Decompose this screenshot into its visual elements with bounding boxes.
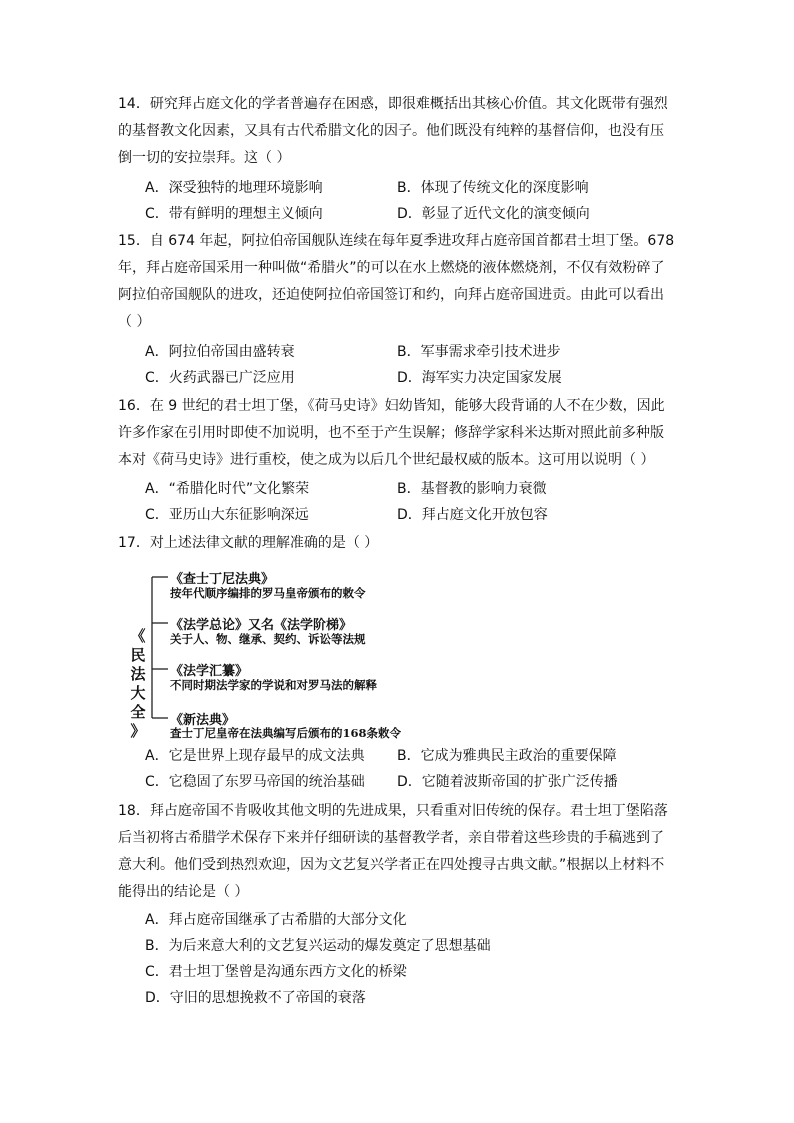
- option-b[interactable]: B．它成为雅典民主政治的重要保障: [397, 748, 617, 764]
- root-char: 法: [130, 665, 146, 683]
- option-b[interactable]: B．体现了传统文化的深度影响: [397, 180, 589, 196]
- option-d[interactable]: D．海军实力决定国家发展: [397, 370, 562, 386]
- question-14-options: [145, 175, 705, 227]
- branch-title: 《查士丁尼法典》: [170, 572, 275, 587]
- option-c[interactable]: C．亚历山大东征影响深远: [145, 507, 309, 523]
- option-a[interactable]: A．深受独特的地理环境影响: [145, 180, 323, 196]
- question-15-line: 年，拜占庭帝国采用一种叫做“希腊火”的可以在水上燃烧的液体燃烧剂，不仅有效粉碎了: [118, 260, 665, 276]
- question-17-options: [145, 743, 705, 795]
- question-16: [118, 393, 678, 474]
- question-17: [118, 530, 678, 557]
- question-14-line: 的基督教文化因素，又具有古代希腊文化的因子。他们既没有纯粹的基督信仰，也没有压: [118, 123, 664, 139]
- option-a[interactable]: A．“希腊化时代”文化繁荣: [145, 481, 310, 497]
- question-17-line: 17．对上述法律文献的理解准确的是（ ）: [118, 535, 379, 551]
- question-15-line: 15．自 674 年起，阿拉伯帝国舰队连续在每年夏季进攻拜占庭帝国首都君士坦丁堡。678: [118, 233, 675, 249]
- question-18-line: 意大利。他们受到热烈欢迎，因为文艺复兴学者正在四处搜寻古典文献。”根据以上材料不: [118, 857, 665, 873]
- branch-title: 《法学汇纂》: [170, 664, 249, 679]
- option-c[interactable]: C．带有鲜明的理想主义倾向: [145, 206, 323, 222]
- branch-title: 《新法典》: [170, 713, 236, 728]
- question-16-line: 16．在 9 世纪的君士坦丁堡，《荷马史诗》妇幼皆知，能够大段背诵的人不在少数，因此: [118, 398, 665, 414]
- option-c[interactable]: C．火药武器已广泛应用: [145, 370, 295, 386]
- root-char: 大: [130, 684, 146, 702]
- option-c[interactable]: C．它稳固了东罗马帝国的统治基础: [145, 774, 365, 790]
- question-16-line: 许多作家在引用时即使不加说明，也不至于产生误解；修辞学家科米达斯对照此前多种版: [118, 425, 664, 441]
- option-b[interactable]: B．基督教的影响力衰微: [397, 481, 547, 497]
- question-14-line: 倒一切的安拉崇拜。这（ ）: [118, 150, 291, 166]
- question-15: [118, 228, 678, 336]
- question-14-line: 14．研究拜占庭文化的学者普遍存在困惑，即很难概括出其核心价值。其文化既带有强烈: [118, 96, 668, 112]
- question-18: [118, 798, 678, 906]
- branch-desc: 按年代顺序编排的罗马皇帝颁布的敕令: [170, 586, 366, 600]
- option-d[interactable]: D．它随着波斯帝国的扩张广泛传播: [397, 774, 618, 790]
- question-16-line: 本对《荷马史诗》进行重校，使之成为以后几个世纪最权威的版本。这可用以说明（ ）: [118, 452, 655, 468]
- question-14: [118, 91, 678, 172]
- question-15-line: （ ）: [118, 314, 151, 330]
- option-d[interactable]: D．彰显了近代文化的演变倾向: [397, 206, 590, 222]
- option-a[interactable]: A．它是世界上现存最早的成文法典: [145, 748, 365, 764]
- branch-desc: 不同时期法学家的学说和对罗马法的解释: [170, 678, 377, 692]
- option-c[interactable]: C．君士坦丁堡曾是沟通东西方文化的桥梁: [145, 964, 407, 980]
- branch-desc: 查士丁尼皇帝在法典编写后颁布的168条敕令: [170, 726, 402, 740]
- option-a[interactable]: A．拜占庭帝国继承了古希腊的大部分文化: [145, 912, 407, 928]
- question-18-line: 能得出的结论是（ ）: [118, 884, 249, 900]
- branch-title: 《法学总论》又名《法学阶梯》: [170, 618, 353, 633]
- option-b[interactable]: B．为后来意大利的文艺复兴运动的爆发奠定了思想基础: [145, 938, 491, 954]
- branch-desc: 关于人、物、继承、契约、诉讼等法规: [170, 632, 366, 646]
- question-18-options: [145, 907, 705, 1011]
- root-char: 》: [130, 722, 146, 740]
- civil-law-corpus-diagram: [120, 565, 520, 740]
- root-char: 民: [130, 646, 146, 664]
- question-16-options: [145, 476, 705, 528]
- question-15-options: [145, 339, 705, 391]
- option-d[interactable]: D．守旧的思想挽救不了帝国的衰落: [145, 990, 366, 1006]
- option-a[interactable]: A．阿拉伯帝国由盛转衰: [145, 344, 295, 360]
- root-char: 全: [130, 703, 146, 721]
- option-b[interactable]: B．军事需求牵引技术进步: [397, 344, 561, 360]
- question-18-line: 18．拜占庭帝国不肯吸收其他文明的先进成果，只看重对旧传统的保存。君士坦丁堡陷落: [118, 803, 668, 819]
- diagram-root-label: [128, 627, 148, 741]
- question-18-line: 后当初将古希腊学术保存下来并仔细研读的基督教学者，亲自带着这些珍贵的手稿逃到了: [118, 830, 664, 846]
- root-char: 《: [130, 627, 146, 645]
- option-d[interactable]: D．拜占庭文化开放包容: [397, 507, 548, 523]
- question-15-line: 阿拉伯帝国舰队的进攻，还迫使阿拉伯帝国签订和约，向拜占庭帝国进贡。由此可以看出: [118, 287, 664, 303]
